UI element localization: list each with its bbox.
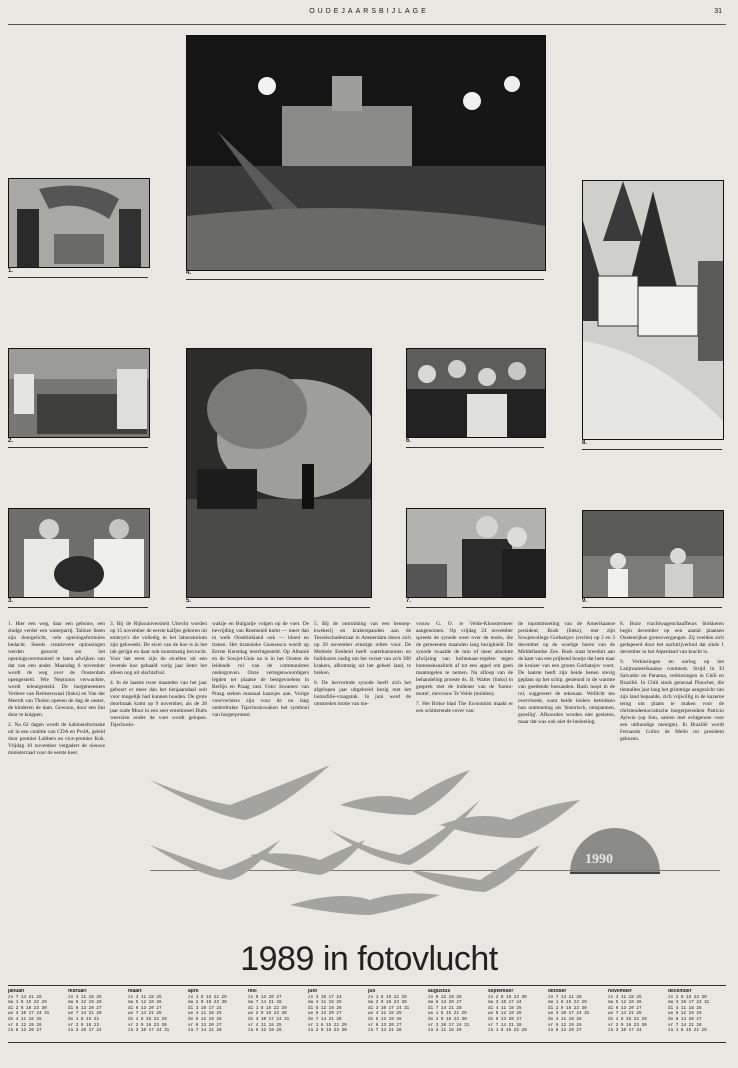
calendar-week-row: za 3 10 17 24 31 <box>128 1028 170 1034</box>
calendar-week-row: wo 4 11 18 25 <box>368 1011 402 1017</box>
photo-9-rule <box>582 607 722 608</box>
photo-2-number: 2. <box>8 438 14 444</box>
caption-column-7 <box>620 621 724 771</box>
caption-7: 7. Het Britse blad The Economist maakt er een schitterende cover van: <box>416 701 513 714</box>
page-title: 1989 in fotovlucht <box>240 940 498 978</box>
caption-column-3 <box>212 621 309 771</box>
caption-column-1 <box>8 621 105 771</box>
calendar-week-row: vr 5 12 19 26 <box>8 1022 42 1028</box>
calendar-week-row: ma 7 14 21 28 <box>248 1000 282 1006</box>
calendar-week-row: zo 2 9 16 23 30 <box>488 994 527 1000</box>
calendar-month-februari <box>68 989 127 1041</box>
calendar-month-december <box>668 989 727 1041</box>
calendar-week-row: ma 1 8 15 22 29 <box>8 1000 47 1006</box>
calendar-month-name: januari <box>8 989 25 994</box>
section-title: OUDEJAARSBIJLAGE <box>309 8 429 15</box>
calendar-1990 <box>8 989 726 1041</box>
calendar-week-row: zo 4 11 18 25 <box>68 994 102 1000</box>
photo-3-calves-lab <box>8 508 150 598</box>
calendar-week-row: di 1 8 15 22 29 <box>248 1005 287 1011</box>
caption-column-2 <box>110 621 207 771</box>
calendar-month-maart <box>128 989 187 1041</box>
calendar-week-row: di 4 11 18 25 <box>488 1005 522 1011</box>
calendar-month-november <box>608 989 667 1041</box>
photo-3-number: 3. <box>8 598 14 604</box>
calendar-month-oktober <box>548 989 607 1041</box>
calendar-month-januari <box>8 989 67 1041</box>
photo-1-number: 1. <box>8 268 14 274</box>
caption-1: 1. Hier een weg, daar een gebouw, een sludge verder een waterpartij. Talloze listen zijn doorgelicht, vele openingsformules bedacht. Steeds creatievere oplossingen werden gezocht om het openingsceremonieel te laten afwijken van dat van een ander. Maandag 6 november wordt de weg over de Oosterdam opengesteld. Wie Neptunus verwachtte, wordt teleurgesteld. De burgemeesters Verbree van Reimerswaal (links) en Van der Meerdt van Tholen openen de dag de oester, de kinderen de dam. Gewoon, door een lint door te knippen. <box>8 621 105 718</box>
calendar-week-row: vr 6 13 20 27 <box>188 1022 222 1028</box>
photo-4-prague-square <box>186 35 546 271</box>
calendar-week-row: vr 2 9 16 23 30 <box>128 1022 167 1028</box>
calendar-week-row: di 7 14 21 28 <box>428 1005 462 1011</box>
caption-4: 4. In de laatste twee maanden van het jaar geboort er meer dan het tienjaarsdaal ooit voor mogelijk had kunnen houden. De grote doorbraak komt op 9 november, als de 28 jaar oude Muur in een zeer emotioneel Duits weerzien onder de voet wordt gelopen. Tsjechoslo- <box>110 680 207 728</box>
photo-7-rule <box>406 607 544 608</box>
calendar-week-row: ma 5 12 19 26 <box>608 1000 642 1006</box>
caption-2: 2. Na 62 dagen wordt de kabinetsformatie uit in een coalitie van CDA en PvdA, geleid door premier Lubbers en vice-premier Kok. Vrijdag 10 november vergadert de nieuwe ministerraad voor de eerste keer. <box>8 722 105 756</box>
calendar-week-row: za 3 10 17 24 <box>608 1028 642 1034</box>
calendar-week-row: wo 7 14 21 28 <box>608 1011 642 1017</box>
calendar-month-juli <box>368 989 427 1041</box>
calendar-month-name: november <box>608 989 632 994</box>
photo-4-rule <box>186 279 544 280</box>
calendar-week-row: di 3 10 17 24 31 <box>368 1005 410 1011</box>
calendar-bottom-rule <box>8 1042 726 1043</box>
calendar-month-name: maart <box>128 989 142 994</box>
calendar-month-name: augustus <box>428 989 451 994</box>
calendar-week-row: vr 2 9 16 23 <box>68 1022 99 1028</box>
calendar-week-row: zo 7 14 21 28 <box>548 994 582 1000</box>
calendar-week-row: ma 4 11 18 25 <box>308 1000 342 1006</box>
photo-8-trucks-snow <box>582 180 724 440</box>
calendar-week-row: zo 6 13 20 27 <box>248 994 282 1000</box>
photo-1-rule <box>8 277 148 278</box>
calendar-week-row: do 1 8 15 22 29 <box>608 1016 647 1022</box>
calendar-week-row: do 6 13 20 27 <box>668 1016 702 1022</box>
caption-4-cont: wakije en Bulgarije volgen op de voet. De bevrijding van Roemenië komt — meer dan in welk Oostblokland ook — bloed en tranen. Het tirannieke Ceausescu wordt op Eerste Kerstdag terechtgesteld. Op Albanië en de Sowjet-Unie na is in het Oosten de leidende rol van de communisten ondergraven. Onze vertegenwoordigers legden ter plaatse de bestgevoelens in Berlijn en Praag vast. Foto: Iswanerc van Praag steken massaal kaarsjes aan. Vurige voorvechters zijn voor de nu lang onderdrukte Tsjechoslowaken het symbool van burgerprotest. <box>212 621 309 718</box>
photo-9-number: 9. <box>582 598 588 604</box>
calendar-week-row: do 3 10 17 24 31 <box>248 1016 290 1022</box>
calendar-week-row: ma 3 10 17 24 31 <box>668 1000 710 1006</box>
caption-column-6 <box>518 621 615 771</box>
caption-5: 5. Bij de ontruiming van een hennep-kwekerij en krakerspanden aan de Tesselschadestraat in Amsterdam duren zich op 20 november ernstige rellen voor. De Mobiele Eenheid heeft waterkanonnen en bulldozers nodig om het verzet van zo'n 300 krakers, afkomstig uit het geheel land, te breken. <box>314 621 411 676</box>
calendar-week-row: za 7 14 21 28 <box>188 1028 222 1034</box>
calendar-week-row: za 2 9 16 23 30 <box>308 1028 347 1034</box>
calendar-week-row: do 4 11 18 25 <box>8 1016 42 1022</box>
calendar-week-row: ma 6 13 20 27 <box>428 1000 462 1006</box>
photo-6-synod <box>406 348 546 438</box>
calendar-month-name: februari <box>68 989 87 994</box>
calendar-week-row: za 5 12 19 26 <box>248 1028 282 1034</box>
calendar-week-row: za 4 11 18 25 <box>428 1028 462 1034</box>
calendar-week-row: vr 7 14 21 28 <box>488 1022 522 1028</box>
calendar-month-name: april <box>188 989 199 994</box>
photo-2-cabinet-meeting <box>8 348 150 438</box>
photo-5-rule <box>186 607 370 608</box>
calendar-week-row: za 6 13 20 27 <box>8 1028 42 1034</box>
calendar-week-row: wo 1 8 15 22 29 <box>428 1011 467 1017</box>
calendar-week-row: do 6 13 20 27 <box>488 1016 522 1022</box>
calendar-week-row: wo 2 9 16 23 30 <box>248 1011 287 1017</box>
calendar-week-row: do 1 8 15 22 29 <box>128 1016 167 1022</box>
calendar-week-row: di 3 10 17 24 <box>188 1005 222 1011</box>
calendar-week-row: ma 3 10 17 24 <box>488 1000 522 1006</box>
calendar-top-rule <box>8 985 726 986</box>
caption-columns <box>8 621 726 771</box>
calendar-week-row: za 7 14 21 28 <box>368 1028 402 1034</box>
calendar-month-name: juni <box>308 989 317 994</box>
calendar-week-row: vr 5 12 19 26 <box>548 1022 582 1028</box>
calendar-week-row: wo 5 12 19 26 <box>488 1011 522 1017</box>
calendar-week-row: ma 2 9 16 23 30 <box>368 1000 407 1006</box>
caption-column-4 <box>314 621 411 771</box>
caption-6-cont: vrouw G. O. te Velde-Kloostermeer aangenomen. Op vrijdag 24 november spreekt de synode weer over de motie, die de gemeenten maanden lang bezighield. De synode twaalde de min of meer absolute afwijzing van luchtenaar-regelen tegen homoseksualiteit af tot een appel om geen maatregelen te nemen. Na afloop van de behandeling proeste ds. B. Walter (links) in gesprek met de indiener van de 'homo-motie', mevrouw Te Velde (midden). <box>416 621 513 697</box>
photo-5-number: 5. <box>186 598 192 604</box>
calendar-month-september <box>488 989 547 1041</box>
calendar-month-name: oktober <box>548 989 567 994</box>
photo-1-opening-ceremony <box>8 178 150 268</box>
photo-2-rule <box>8 447 148 448</box>
calendar-month-mei <box>248 989 307 1041</box>
caption-column-5 <box>416 621 513 771</box>
photo-7-bush-gorbachev <box>406 508 546 598</box>
page-header <box>0 8 738 24</box>
calendar-week-row: za 1 8 15 22 29 <box>668 1028 707 1034</box>
calendar-month-april <box>188 989 247 1041</box>
calendar-week-row: zo 1 8 15 22 29 <box>368 994 407 1000</box>
calendar-week-row: za 6 13 20 27 <box>548 1028 582 1034</box>
calendar-month-augustus <box>428 989 487 1041</box>
calendar-month-name: december <box>668 989 692 994</box>
calendar-week-row: do 7 14 21 28 <box>308 1016 342 1022</box>
photo-5-riot-fire <box>186 348 372 598</box>
calendar-week-row: wo 7 14 21 28 <box>128 1011 162 1017</box>
caption-8: 8. Boze vrachtwagenchauffeurs blokkeren begin december op een aantal plaatsen Oostenrijkse grensovergangen. Zij voelden zich gedupeerd door het nachtrijverbod dat sinds 1 december in het Alpenland van kracht is. <box>620 621 724 655</box>
calendar-week-row: wo 5 12 19 26 <box>668 1011 702 1017</box>
calendar-month-juni <box>308 989 367 1041</box>
calendar-week-row: wo 4 11 18 25 <box>188 1011 222 1017</box>
calendar-week-row: ma 5 12 19 26 <box>128 1000 162 1006</box>
photo-9-chile-crowd <box>582 510 724 598</box>
calendar-week-row: di 5 12 19 26 <box>308 1005 342 1011</box>
calendar-month-name: juli <box>368 989 376 994</box>
calendar-week-row: wo 6 13 20 27 <box>308 1011 342 1017</box>
photo-8-rule <box>582 449 722 450</box>
caption-6: 6. De hervormde synode heeft zich het afgelopen jaar uitgebreid bezig met het homofilie-vraagstuk. In juni werd de omstreden motie van me- <box>314 680 411 707</box>
calendar-week-row: za 1 8 15 22 29 <box>488 1028 527 1034</box>
header-rule <box>8 24 726 25</box>
calendar-week-row: di 2 9 16 23 30 <box>8 1005 47 1011</box>
photo-7-number: 7. <box>406 598 412 604</box>
photo-8-number: 8. <box>582 440 588 446</box>
calendar-week-row: vr 2 9 16 23 30 <box>608 1022 647 1028</box>
calendar-week-row: zo 7 14 21 28 <box>8 994 42 1000</box>
calendar-week-row: ma 1 8 15 22 29 <box>548 1000 587 1006</box>
calendar-week-row: do 5 12 19 26 <box>368 1016 402 1022</box>
calendar-week-row: di 2 9 16 23 30 <box>548 1005 587 1011</box>
caption-9: 9. Verkiezingen en oorlog op het Latijnsamerikaanse continent. Strijd in El Salvador en Panama, verkiezingen in Chili en Brazilië. In Chili sinds generaal Pinochet, die tientallen jaar lang het grimmige aangezicht van zijn land bepaalde, zich vrijwillig in de kazerne terug om plaats te maken voor de christendemocratische burgerpresident Patricio Aylwin (op foto, samen met echtgenote voor een uitbundige menigte). In Brazilië wordt Fernando Collor de Mello tot president gekozen. <box>620 659 724 742</box>
calendar-week-row: zo 1 8 15 22 29 <box>188 994 227 1000</box>
photo-6-number: 6. <box>406 438 412 444</box>
calendar-week-row: zo 4 11 18 25 <box>128 994 162 1000</box>
calendar-week-row: di 6 13 20 27 <box>68 1005 102 1011</box>
calendar-week-row: di 6 13 20 27 <box>608 1005 642 1011</box>
page-number: 31 <box>714 8 722 15</box>
calendar-week-row: do 5 12 19 26 <box>188 1016 222 1022</box>
calendar-week-row: do 4 11 18 25 <box>548 1016 582 1022</box>
calendar-week-row: do 2 9 16 23 30 <box>428 1016 467 1022</box>
calendar-week-row: vr 3 10 17 24 31 <box>428 1022 470 1028</box>
calendar-week-row: ma 5 12 19 26 <box>68 1000 102 1006</box>
sun-year-label: 1990 <box>585 852 613 867</box>
calendar-week-row: vr 1 8 15 22 29 <box>308 1022 347 1028</box>
photo-6-rule <box>406 447 544 448</box>
calendar-week-row: zo 2 9 16 23 30 <box>668 994 707 1000</box>
calendar-week-row: vr 7 14 21 28 <box>668 1022 702 1028</box>
calendar-week-row: ma 2 9 16 23 30 <box>188 1000 227 1006</box>
flying-birds-illustration <box>140 760 590 930</box>
calendar-week-row: di 4 11 18 25 <box>668 1005 702 1011</box>
calendar-week-row: di 6 13 20 27 <box>128 1005 162 1011</box>
caption-3: 3. Bij de Rijksuniversiteit Utrecht worden op 15 november de eerste kalfjes geboren uit embryo's die volledig in het laboratorium zijn gekweekt. De eicel van de koe is in het lab gerijpt en daar ook kunstmatig bevrucht. Voor het eerst zijn de eicellen uit een levende koe gehaald vorig jaar lieter het alleen nog uit slachtafval. <box>110 621 207 676</box>
calendar-month-name: mei <box>248 989 257 994</box>
photo-3-rule <box>8 607 148 608</box>
calendar-week-row: wo 3 10 17 24 31 <box>8 1011 50 1017</box>
calendar-week-row: zo 4 11 18 25 <box>608 994 642 1000</box>
calendar-week-row: zo 3 10 17 24 <box>308 994 342 1000</box>
caption-7-cont: de topontmoeting van de Amerikaanse president, Bush (links), met zijn Sowjetcollega Gorbatsjov (rechts) op 2 en 3 december op de woelige baren van de Middellandse Zee. Bush staat breeduit aan de kant van een prijkend bootje dat hem naar de kruiser van een groots Gorbatsjov voert. De laatste heeft zijn beide benen stevig geplant op het schip, gesteund in de warmte van goedende hossanden. Bush loopt in de rol, suggereert de tekenaar. Wellicht ten overvloede, want beide leiders betrekken hun ontmoeting als 'historisch, ontspannen, gezellig'. Afkoorden worden niet gesloten, maar dat was ook niet de bedoeling. <box>518 621 615 725</box>
calendar-week-row: za 3 10 17 24 <box>68 1028 102 1034</box>
calendar-week-row: wo 3 10 17 24 31 <box>548 1011 590 1017</box>
calendar-week-row: do 1 8 15 22 <box>68 1016 99 1022</box>
calendar-week-row: zo 5 12 19 26 <box>428 994 462 1000</box>
calendar-week-row: wo 7 14 21 28 <box>68 1011 102 1017</box>
calendar-month-name: september <box>488 989 514 994</box>
calendar-week-row: vr 4 11 18 25 <box>248 1022 282 1028</box>
calendar-week-row: vr 6 13 20 27 <box>368 1022 402 1028</box>
photo-4-number: 4. <box>186 270 192 276</box>
